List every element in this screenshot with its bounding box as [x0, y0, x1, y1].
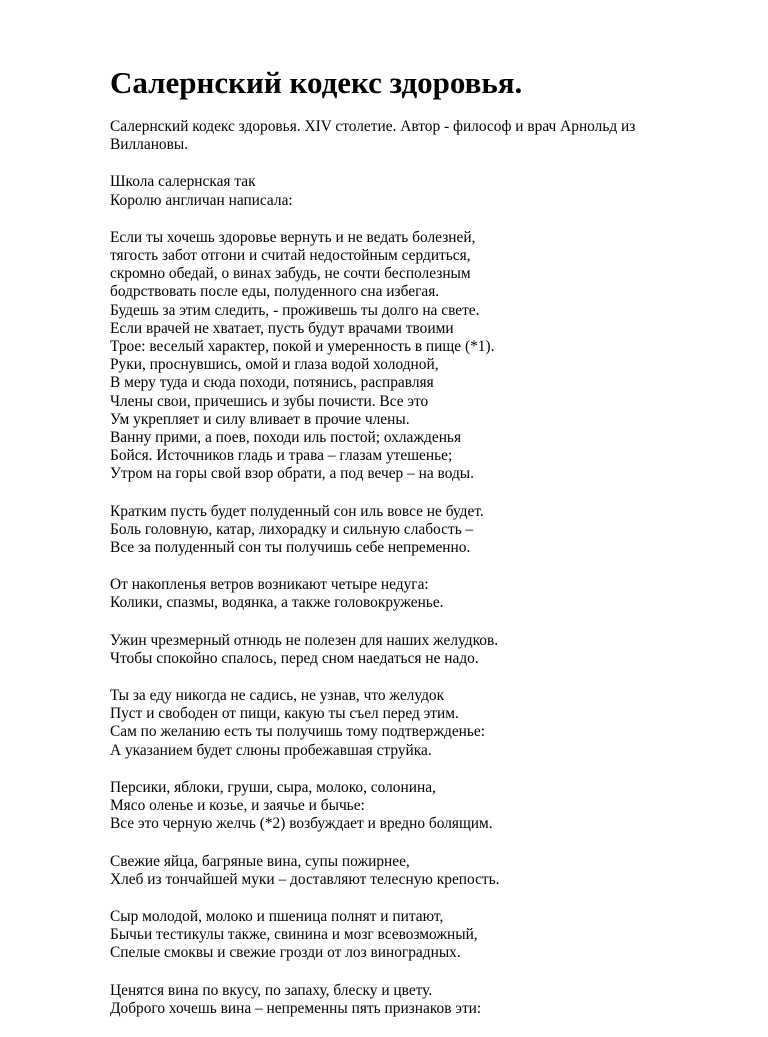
text-line: Чтобы спокойно спалось, перед сном наедаться не надо.	[110, 649, 479, 667]
text-line: Боль головную, катар, лихорадку и сильную слабость –	[110, 520, 474, 538]
text-line: Члены свои, причешись и зубы почисти. Все это	[110, 392, 429, 410]
paragraph	[110, 982, 710, 1018]
text-line: Бойся. Источников гладь и трава – глазам утешенье;	[110, 447, 453, 465]
document-page	[110, 64, 710, 1037]
text-line: Бычьи тестикулы также, свинина и мозг всевозможный,	[110, 926, 478, 944]
text-line: Руки, проснувшись, омой и глаза водой холодной,	[110, 356, 439, 374]
text-line: А указанием будет слюны пробежавшая струйка.	[110, 741, 432, 759]
text-line: Виллановы.	[110, 136, 189, 154]
text-line: Салернский кодекс здоровья. XIV столетие. Автор - философ и врач Арнольд из	[110, 118, 636, 135]
paragraph	[110, 503, 710, 558]
text-line: скромно обедай, о винах забудь, не сочти бесполезным	[110, 265, 471, 283]
text-line: Ванну прими, а поев, походи иль постой; охлажденья	[110, 429, 462, 447]
text-line: Доброго хочешь вина – непременны пять признаков эти:	[110, 999, 482, 1017]
paragraph	[110, 229, 710, 484]
text-line: Ужин чрезмерный отнюдь не полезен для наших желудков.	[110, 631, 499, 649]
paragraph	[110, 632, 710, 668]
text-line: Будешь за этим следить, - проживешь ты долго на свете.	[110, 301, 480, 319]
paragraph	[110, 118, 710, 154]
text-line: Если врачей не хватает, пусть будут врачами твоими	[110, 319, 454, 337]
text-line: Кратким пусть будет полуденный сон иль вовсе не будет.	[110, 502, 484, 520]
text-line: Все за полуденный сон ты получишь себе непременно.	[110, 539, 471, 557]
text-line: Колики, спазмы, водянка, а также головокруженье.	[110, 594, 444, 612]
document-title: Салернский кодекс здоровья.	[110, 65, 523, 100]
text-line: Школа салернская так	[110, 173, 256, 191]
text-line: Ум укрепляет и силу вливает в прочие члены.	[110, 410, 410, 428]
text-line: Сам по желанию есть ты получишь тому подтвержденье:	[110, 723, 486, 741]
paragraph	[110, 173, 710, 209]
text-line: Персики, яблоки, груши, сыра, молоко, солонина,	[110, 778, 436, 796]
text-line: Все это черную желчь (*2) возбуждает и вредно болящим.	[110, 815, 493, 833]
text-line: Хлеб из тончайшей муки – доставляют телесную крепость.	[110, 870, 500, 888]
text-line: От накопленья ветров возникают четыре недуга:	[110, 576, 429, 594]
text-line: Если ты хочешь здоровье вернуть и не ведать болезней,	[110, 228, 476, 246]
text-line: Ты за еду никогда не садись, не узнав, что желудок	[110, 687, 445, 705]
text-line: Пуст и свободен от пищи, какую ты съел перед этим.	[110, 705, 459, 723]
text-line: тягость забот отгони и считай недостойным сердиться,	[110, 247, 471, 265]
paragraph	[110, 576, 710, 612]
document-body	[110, 118, 710, 1018]
text-line: Мясо оленье и козье, и заячье и бычье:	[110, 797, 365, 815]
paragraph	[110, 779, 710, 834]
text-line: Королю англичан написала:	[110, 191, 293, 209]
text-line: бодрствовать после еды, полуденного сна избегая.	[110, 283, 440, 301]
text-line: Сыр молодой, молоко и пшеница полнят и питают,	[110, 907, 444, 925]
text-line: Свежие яйца, багряные вина, супы пожирнее,	[110, 852, 410, 870]
paragraph	[110, 687, 710, 760]
text-line: Утром на горы свой взор обрати, а под вечер – на воды.	[110, 465, 474, 483]
text-line: Трое: веселый характер, покой и умеренность в пище (*1).	[110, 338, 495, 356]
text-line: Ценятся вина по вкусу, по запаху, блеску и цвету.	[110, 981, 433, 999]
paragraph	[110, 908, 710, 963]
paragraph	[110, 853, 710, 889]
text-line: Спелые смоквы и свежие грозди от лоз виноградных.	[110, 944, 461, 962]
text-line: В меру туда и сюда походи, потянись, расправляя	[110, 374, 434, 392]
